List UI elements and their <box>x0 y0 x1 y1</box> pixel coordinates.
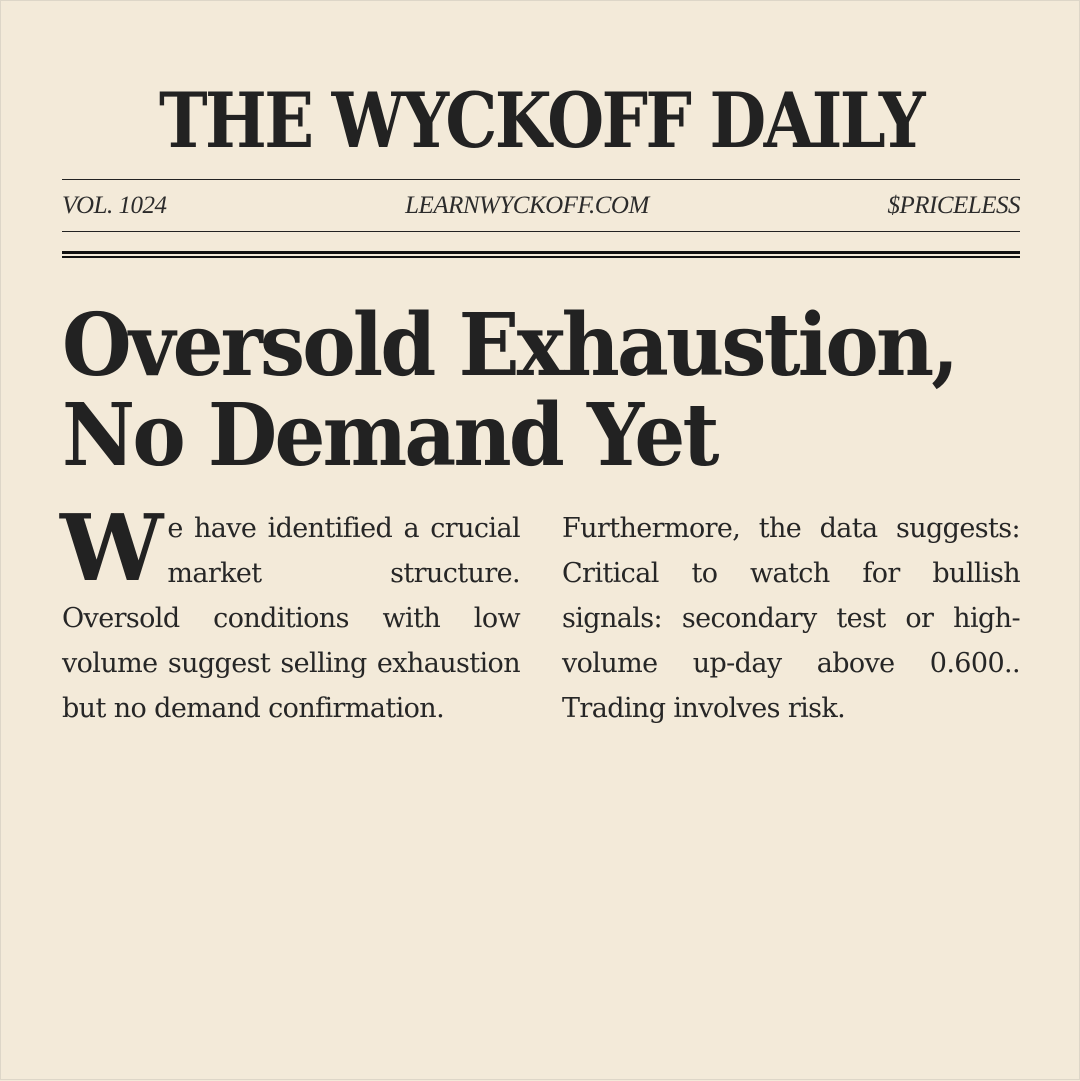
price-label: $PRICELESS <box>887 192 1020 219</box>
masthead-bottom-rule <box>62 231 1020 232</box>
masthead-title: THE WYCKOFF DAILY <box>158 76 923 165</box>
article-headline: Oversold Exhaustion, No Demand Yet <box>62 295 957 486</box>
masthead-meta-row <box>62 189 1020 223</box>
article-body <box>60 494 1020 731</box>
masthead-top-rule <box>62 179 1020 180</box>
newspaper-page <box>62 1 1020 1081</box>
double-rule-upper <box>62 251 1020 254</box>
article-column-1 <box>60 494 520 731</box>
double-rule-lower <box>62 256 1020 258</box>
volume-label: VOL. 1024 <box>62 192 167 219</box>
article-column-2 <box>562 506 1020 731</box>
column-1-text: e have identified a crucial market structure. Oversold conditions with low volume suggest selling exhaustion but no demand confirmation. <box>62 513 520 724</box>
website-label: LEARNWYCKOFF.COM <box>405 192 649 219</box>
drop-cap: W <box>60 494 160 602</box>
column-2-text: Furthermore, the data suggests: Critical to watch for bullish signals: secondary test or high-volume up-day above 0.600.. Trading involves risk. <box>562 513 1020 724</box>
